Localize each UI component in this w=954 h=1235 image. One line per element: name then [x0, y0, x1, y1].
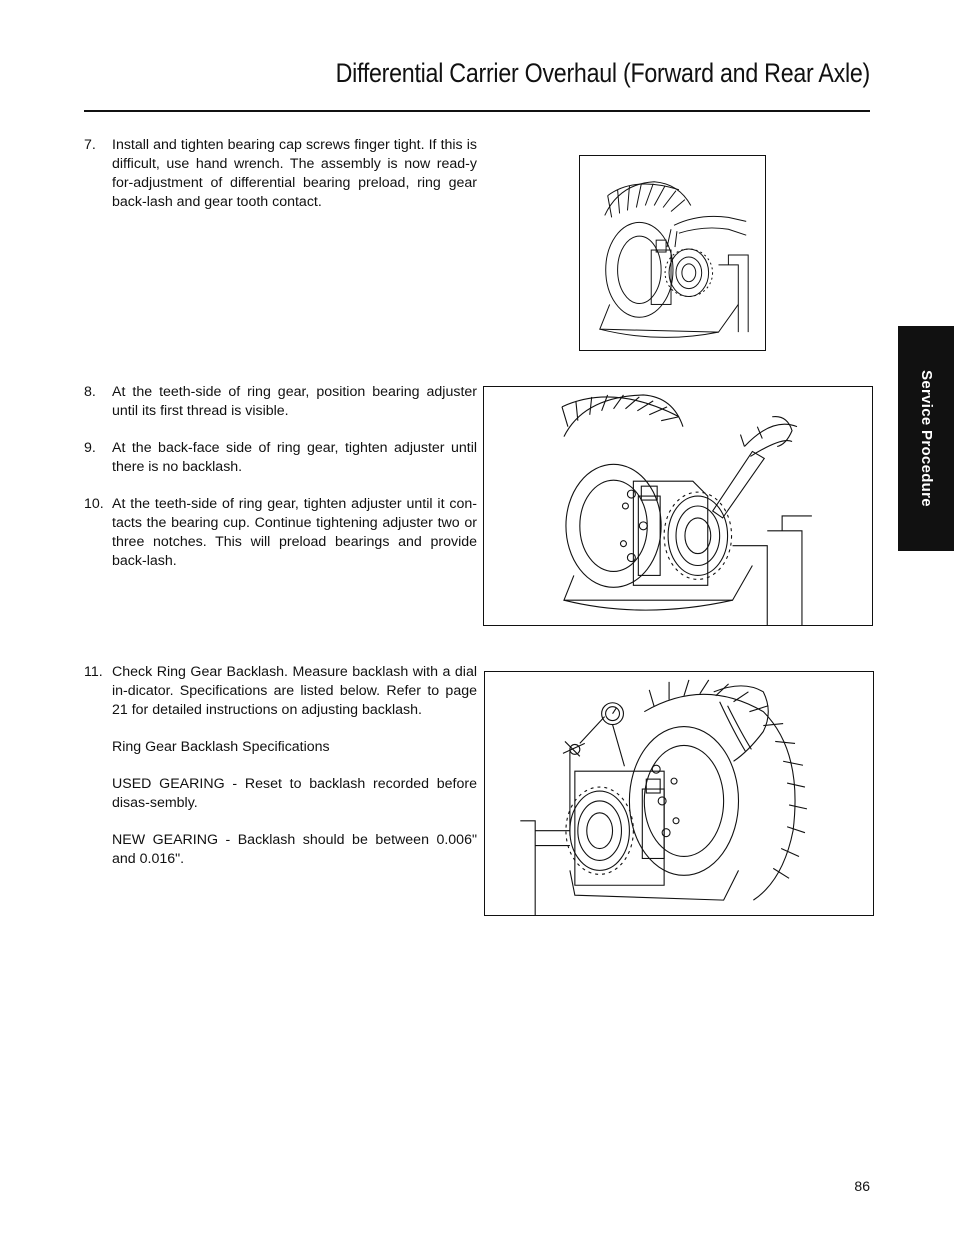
spec-used-gearing: USED GEARING - Reset to backlash recorded before disas-sembly.: [112, 776, 477, 811]
step-9: [84, 439, 477, 477]
header-rule: [84, 110, 870, 112]
step-text: Check Ring Gear Backlash. Measure backlash with a dial in-dicator. Specifications are listed below. Refer to page 21 for detailed instructions on adjusting backlash.: [112, 664, 477, 718]
bearing-cap-illustration: [579, 155, 766, 351]
spec-new-gearing: NEW GEARING - Backlash should be between 0.006" and 0.016".: [112, 832, 477, 867]
spec-heading: Ring Gear Backlash Specifications: [112, 739, 330, 755]
ring-gear-teeth: [605, 182, 691, 218]
page-title: Differential Carrier Overhaul (Forward and Rear Axle): [335, 58, 870, 88]
step-number: 8.: [84, 384, 96, 400]
step-text: At the teeth-side of ring gear, position bearing adjuster until its first thread is visible.: [112, 384, 477, 419]
section-tab: [898, 326, 954, 551]
page-number: 86: [854, 1178, 870, 1194]
step-text: Install and tighten bearing cap screws finger tight. If this is difficult, use hand wrench. The assembly is now read-y for-adjustment of differential bearing preload, ring gear back-lash and gear tooth contact.: [112, 137, 477, 210]
section-tab-label: Service Procedure: [917, 370, 935, 507]
step-7: [84, 136, 477, 212]
step-10: [84, 495, 477, 571]
dial-indicator-illustration: [484, 671, 874, 916]
step-number: 10.: [84, 496, 104, 512]
step-text: At the back-face side of ring gear, tighten adjuster until there is no backlash.: [112, 440, 477, 475]
step-number: 7.: [84, 137, 96, 153]
step-11: [84, 663, 477, 869]
step-number: 9.: [84, 440, 96, 456]
bearing-adjuster-illustration: [483, 386, 873, 626]
step-number: 11.: [84, 664, 103, 680]
step-text: At the teeth-side of ring gear, tighten adjuster until it con-tacts the bearing cup. Continue tightening adjuster two or three notches. This will preload bearings and provide back-lash.: [112, 496, 477, 569]
step-8: [84, 383, 477, 421]
